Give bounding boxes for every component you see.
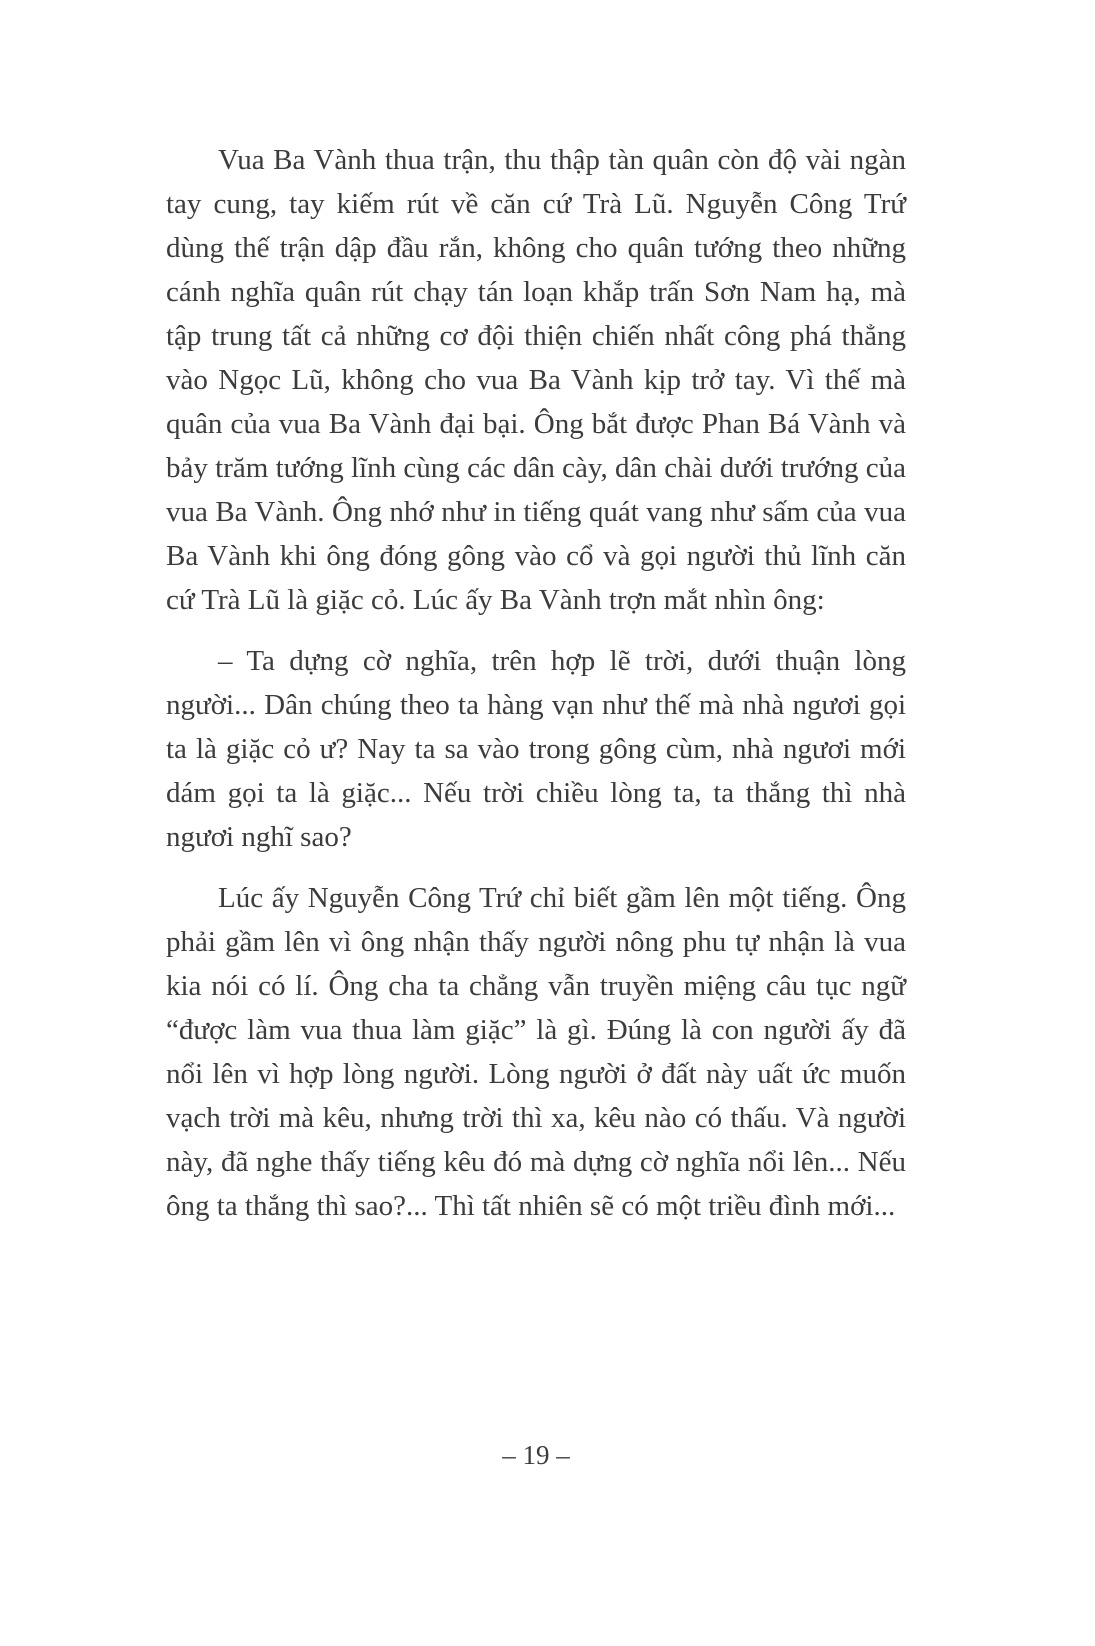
paragraph-1: Vua Ba Vành thua trận, thu thập tàn quân còn độ vài ngàn tay cung, tay kiếm rút về căn cứ Trà Lũ. Nguyễn Công Trứ dùng thế trận dập đầu rắn, không cho quân tướng theo những cánh nghĩa quân rút chạy tán loạn khắp trấn Sơn Nam hạ, mà tập trung tất cả những cơ đội thiện chiến nhất công phá thẳng vào Ngọc Lũ, không cho vua Ba Vành kịp trở tay. Vì thế mà quân của vua Ba Vành đại bại. Ông bắt được Phan Bá Vành và bảy trăm tướng lĩnh cùng các dân cày, dân chài dưới trướng của vua Ba Vành. Ông nhớ như in tiếng quát vang như sấm của vua Ba Vành khi ông đóng gông vào cổ và gọi người thủ lĩnh căn cứ Trà Lũ là giặc cỏ. Lúc ấy Ba Vành trợn mắt nhìn ông: [166,144,906,616]
paragraph-2: – Ta dựng cờ nghĩa, trên hợp lẽ trời, dưới thuận lòng người... Dân chúng theo ta hàng vạn như thế mà nhà ngươi gọi ta là giặc cỏ ư? Nay ta sa vào trong gông cùm, nhà ngươi mới dám gọi ta là giặc... Nếu trời chiều lòng ta, ta thắng thì nhà ngươi nghĩ sao? [166,645,906,853]
text-block [166,138,906,1245]
page-footer [166,1438,906,1472]
page-number: – 19 – [502,1440,570,1470]
paragraph-3: Lúc ấy Nguyễn Công Trứ chỉ biết gầm lên một tiếng. Ông phải gầm lên vì ông nhận thấy người nông phu tự nhận là vua kia nói có lí. Ông cha ta chẳng vẫn truyền miệng câu tục ngữ “được làm vua thua làm giặc” là gì. Đúng là con người ấy đã nổi lên vì hợp lòng người. Lòng người ở đất này uất ức muốn vạch trời mà kêu, nhưng trời thì xa, kêu nào có thấu. Và người này, đã nghe thấy tiếng kêu đó mà dựng cờ nghĩa nổi lên... Nếu ông ta thắng thì sao?... Thì tất nhiên sẽ có một triều đình mới... [166,882,906,1222]
